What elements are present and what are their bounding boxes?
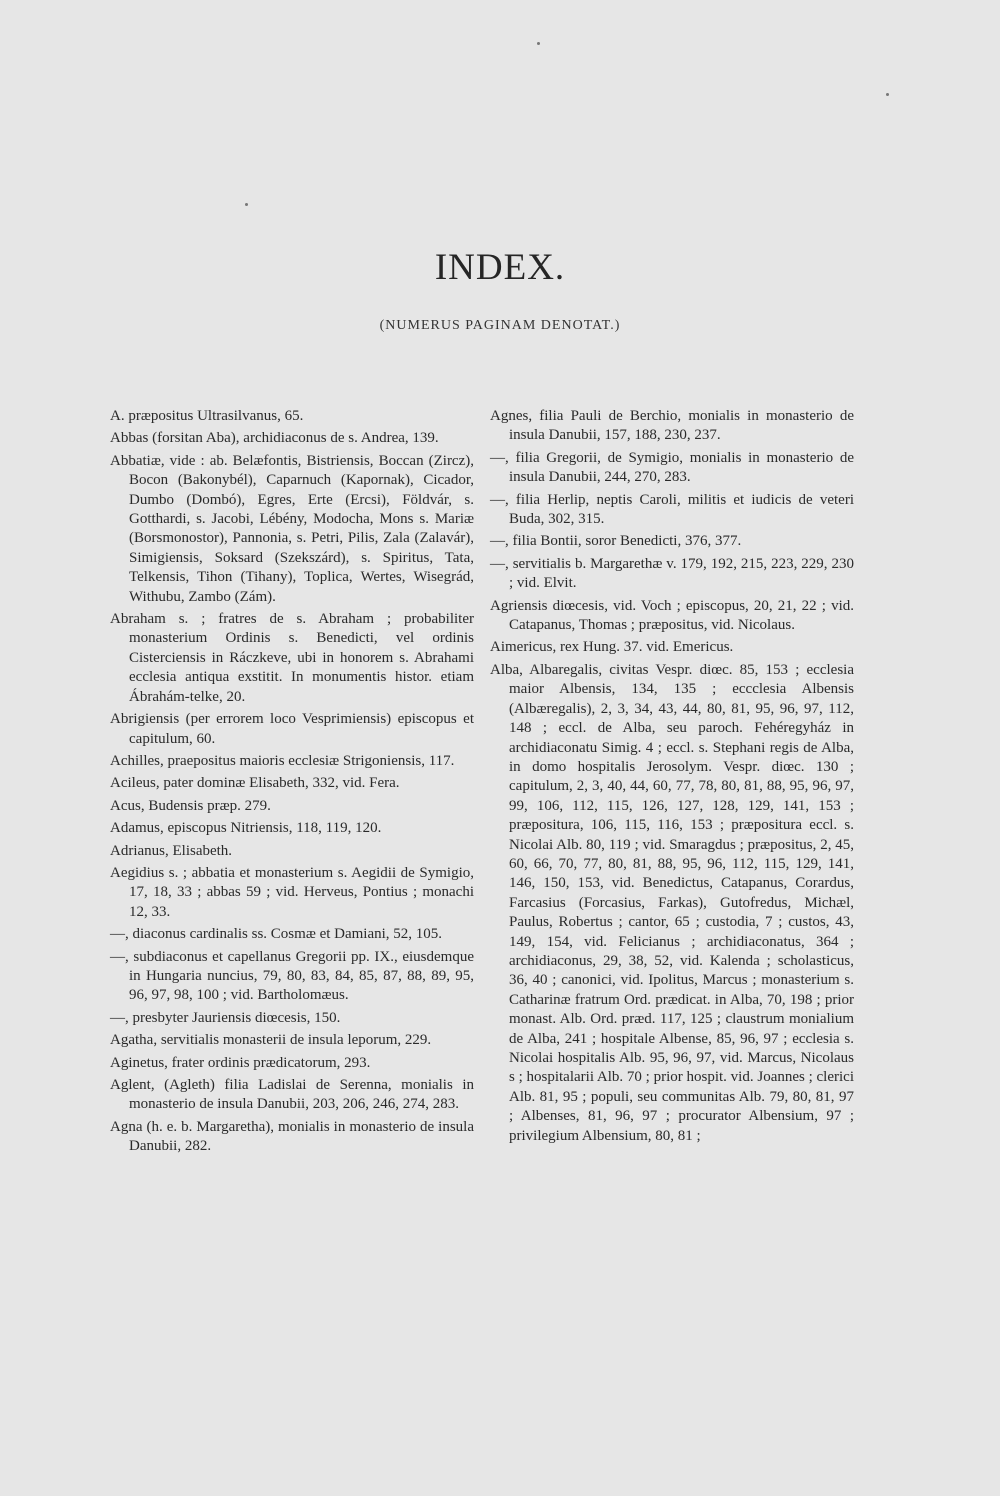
index-entry: Acus, Budensis præp. 279. bbox=[110, 797, 271, 814]
index-entry: —, filia Bontii, soror Benedicti, 376, 377. bbox=[490, 533, 742, 550]
index-entry: Achilles, praepositus maioris ecclesiæ Strigoniensis, 117. bbox=[110, 752, 455, 769]
index-entry: —, servitialis b. Margarethæ v. 179, 192, 215, 223, 229, 230 ; vid. Elvit. bbox=[490, 555, 854, 592]
dust-speck bbox=[537, 42, 540, 45]
index-entry: Adrianus, Elisabeth. bbox=[110, 842, 233, 859]
index-entry: Aimericus, rex Hung. 37. vid. Emericus. bbox=[490, 639, 734, 656]
index-entry: —, filia Gregorii, de Symigio, monialis in monasterio de insula Danubii, 244, 270, 283. bbox=[490, 449, 854, 486]
show-through-text bbox=[110, 150, 840, 228]
index-entry: A. præpositus Ultrasilvanus, 65. bbox=[110, 408, 304, 424]
index-entry: —, presbyter Jauriensis diœcesis, 150. bbox=[110, 1009, 341, 1026]
index-entry: —, filia Herlip, neptis Caroli, militis et iudicis de veteri Buda, 302, 315. bbox=[490, 491, 854, 528]
page-title: INDEX. bbox=[434, 247, 566, 288]
page-subtitle: (NUMERUS PAGINAM DENOTAT.) bbox=[379, 318, 621, 333]
index-entry: Abbas (forsitan Aba), archidiaconus de s. Andrea, 139. bbox=[110, 430, 439, 447]
index-entry: Adamus, episcopus Nitriensis, 118, 119, 120. bbox=[110, 820, 382, 837]
index-entry: Aglent, (Agleth) filia Ladislai de Serenna, monialis in monasterio de insula Danubii, 203, 206, 246, 274, 283. bbox=[110, 1077, 474, 1113]
index-entry: Abbatiæ, vide : ab. Belæfontis, Bistriensis, Boccan (Zircz), Bocon (Bakonybél), Caparnuch (Kapornak), Cicador, Dumbo (Dombó), Egres, Erte (Ercsi), Földvár, s. Gotthardi, s. Jacobi, Lébény, Modocha, Mons s. Mariæ (Borsmonostor), Pannonia, s. Petri, Pilis, Zala (Zalavár), Simigiensis, Soksard (Szekszárd), s. Spiritus, Tata, Telkensis, Tihon (Tihany), Toplica, Wertes, Wisegrád, Withubu, Zambo (Zám). bbox=[110, 452, 474, 605]
index-entry: —, subdiaconus et capellanus Gregorii pp. IX., eiusdemque in Hungaria nuncius, 79, 80, 83, 84, 85, 87, 88, 89, 95, 96, 97, 98, 100 ; vid. Bartholomæus. bbox=[110, 948, 474, 1004]
index-entry: Agnes, filia Pauli de Berchio, monialis in monasterio de insula Danubii, 157, 188, 230, 237. bbox=[490, 408, 854, 444]
index-entry: Alba, Albaregalis, civitas Vespr. diœc. 85, 153 ; ecclesia maior Albensis, 134, 135 ; eccclesia Albensis (Albæregalis), 2, 3, 34, 43, 44, 80, 81, 95, 96, 97, 112, 148 ; eccl. de Alba, seu paroch. Fehéregyház in archidiaconatu Simig. 4 ; eccl. s. Stephani regis de Alba, in domo hospitalis Jerosolym. Vespr. diœc. 130 ; capitulum, 2, 3, 40, 44, 60, 77, 78, 80, 81, 88, 95, 96, 97, 99, 106, 112, 115, 126, 127, 128, 129, 141, 153 ; præpositura, 106, 115, 116, 153 ; præpositura eccl. s. Nicolai Alb. 80, 119 ; vid. Smaragdus ; præpositus, 2, 45, 60, 66, 70, 77, 80, 81, 88, 95, 96, 112, 115, 129, 141, 146, 150, 153, vid. Benedictus, Catapanus, Corardus, Farcasius (Forcasius, Farkas), Gutofredus, Michæl, Paulus, Robertus ; cantor, 65 ; custodia, 7 ; custos, 43, 149, 154, vid. Felicianus ; archidiaconatus, 364 ; archidiaconus, 29, 38, 52, vid. Kalenda ; scholasticus, 36, 40 ; canonici, vid. Ipolitus, Marcus ; monasterium s. Catharinæ fratrum Ord. prædicat. in Alba, 70, 198 ; prior monast. Alb. Ord. præd. 117, 125 ; claustrum monialium de Alba, 241 ; hospitale Albense, 85, 96, 97 ; ecclesia s. Nicolai hospitalis Alb. 95, 96, 97, vid. Marcus, Nicolaus s ; hospitalarii Alb. 70 ; prior hospit. vid. Joannes ; clerici Alb. 81, 95 ; populi, seu communitas Alb. 79, 80, 81, 97 ; Albenses, 81, 96, 97 ; procurator Albensium, 97 ; privilegium Albensium, 80, 81 ; bbox=[490, 661, 854, 1144]
index-entry: Agna (h. e. b. Margaretha), monialis in monasterio de insula Danubii, 282. bbox=[110, 1118, 474, 1155]
index-entry: —, diaconus cardinalis ss. Cosmæ et Damiani, 52, 105. bbox=[110, 926, 443, 943]
index-entry: Abraham s. ; fratres de s. Abraham ; probabiliter monasterium Ordinis s. Benedicti, vel ordinis Cisterciensis in Ráczkeve, ubi in honorem s. Abrahami ecclesia antiqua exstitit. In monumentis histor. etiam Ábrahám-telke, 20. bbox=[110, 611, 474, 705]
index-entry: Abrigiensis (per errorem loco Vesprimiensis) episcopus et capitulum, 60. bbox=[110, 711, 474, 747]
index-entry: Acileus, pater dominæ Elisabeth, 332, vid. Fera. bbox=[110, 775, 400, 792]
index-entry: Agriensis diœcesis, vid. Voch ; episcopus, 20, 21, 22 ; vid. Catapanus, Thomas ; præpositus, vid. Nicolaus. bbox=[490, 597, 854, 634]
right-column bbox=[490, 407, 854, 1149]
dust-speck bbox=[245, 203, 248, 206]
index-entry: Agatha, servitialis monasterii de insula leporum, 229. bbox=[110, 1032, 432, 1049]
left-column bbox=[110, 407, 474, 1160]
index-entry: Aginetus, frater ordinis prædicatorum, 293. bbox=[110, 1054, 371, 1071]
dust-speck bbox=[886, 93, 889, 96]
index-entry: Aegidius s. ; abbatia et monasterium s. Aegidii de Symigio, 17, 18, 33 ; abbas 59 ; vid. Herveus, Pontius ; monachi 12, 33. bbox=[110, 864, 474, 920]
